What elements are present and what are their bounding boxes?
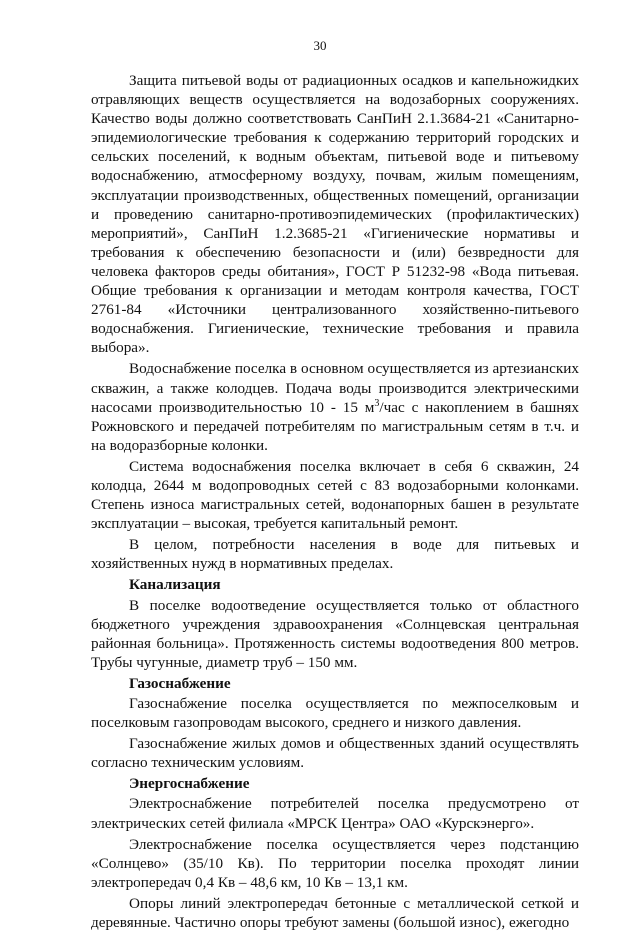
paragraph-power-poles: Опоры линий электропередач бетонные с металлической сеткой и деревянные. Частично опоры требуют замены (большой износ), ежегодно — [91, 894, 579, 932]
water-supply-text-before: Водоснабжение поселка в основном осуществляется из артезианских скважин, а также колодцев. Подача воды производится электрическими насосами производительностью 10 - 15 м — [91, 360, 579, 416]
paragraph-water-needs: В целом, потребности населения в воде для питьевых и хозяйственных нужд в нормативных пределах. — [91, 536, 579, 573]
paragraph-power-substation: Электроснабжение поселка осуществляется через подстанцию «Солнцево» (35/10 Кв). По территории поселка проходят линии электропередач 0,4 Кв – 48,6 км, 10 Кв – 13,1 км. — [91, 835, 579, 891]
paragraph-water-protection: Защита питьевой воды от радиационных осадков и капельножидких отравляющих веществ осуществляется на водозаборных сооружениях. Качество воды должно соответствовать СанПиН 2.1.3684-21 «Санитарно-эпидемиологические требования к содержанию территорий городских и сельских поселений, к водным объектам, питьевой воде и питьевому водоснабжению, атмосферному воздуху, почвам, жилым помещениям, эксплуатации производственных, общественных помещений, организации и проведению санитарно-противоэпидемических (профилактических) мероприятий», СанПиН 1.2.3685-21 «Гигиенические нормативы и требования к обеспечению безопасности и (или) безвредности для человека факторов среды обитания», ГОСТ Р 51232-98 «Вода питьевая. Общие требования к организации и методам контроля качества, ГОСТ 2761-84 «Источники централизованного хозяйственно-питьевого водоснабжения. Гигиенические, технические требования и правила выбора». — [91, 72, 579, 357]
water-supply-text-after: /час с накоплением в башнях Рожновского и передачей потребителям по магистральным сетям в т.ч. и на водоразборные колонки. — [91, 398, 579, 454]
paragraph-water-system: Система водоснабжения поселка включает в себя 6 скважин, 24 колодца, 2644 м водопроводных сетей с 83 водозаборными колонками. Степень износа магистральных сетей, водонапорных башен в результате эксплуатации – высокая, требуется капитальный ремонт. — [91, 457, 579, 533]
paragraph-sewerage: В поселке водоотведение осуществляется только от областного бюджетного учреждения здравоохранения «Солнцевская центральная районная больница». Протяженность системы водоотведения 800 метров. Трубы чугунные, диаметр труб – 150 мм. — [91, 596, 579, 671]
paragraph-water-supply-sources — [91, 359, 579, 454]
heading-sewerage: Канализация — [129, 576, 221, 594]
cubic-superscript: 3 — [374, 397, 380, 409]
paragraph-gas-supply: Газоснабжение поселка осуществляется по межпоселковым и поселковым газопроводам высокого, среднего и низкого давления. — [91, 695, 579, 732]
heading-gas-supply: Газоснабжение — [129, 674, 231, 692]
paragraph-gas-buildings: Газоснабжение жилых домов и общественных зданий осуществлять согласно техническим условиям. — [91, 735, 579, 772]
page-content — [91, 71, 579, 934]
page-number: 30 — [313, 38, 327, 53]
heading-power-supply: Энергоснабжение — [129, 775, 250, 793]
paragraph-power-consumers: Электроснабжение потребителей поселка предусмотрено от электрических сетей филиала «МРСК Центра» ОАО «Курскэнерго». — [91, 795, 579, 832]
